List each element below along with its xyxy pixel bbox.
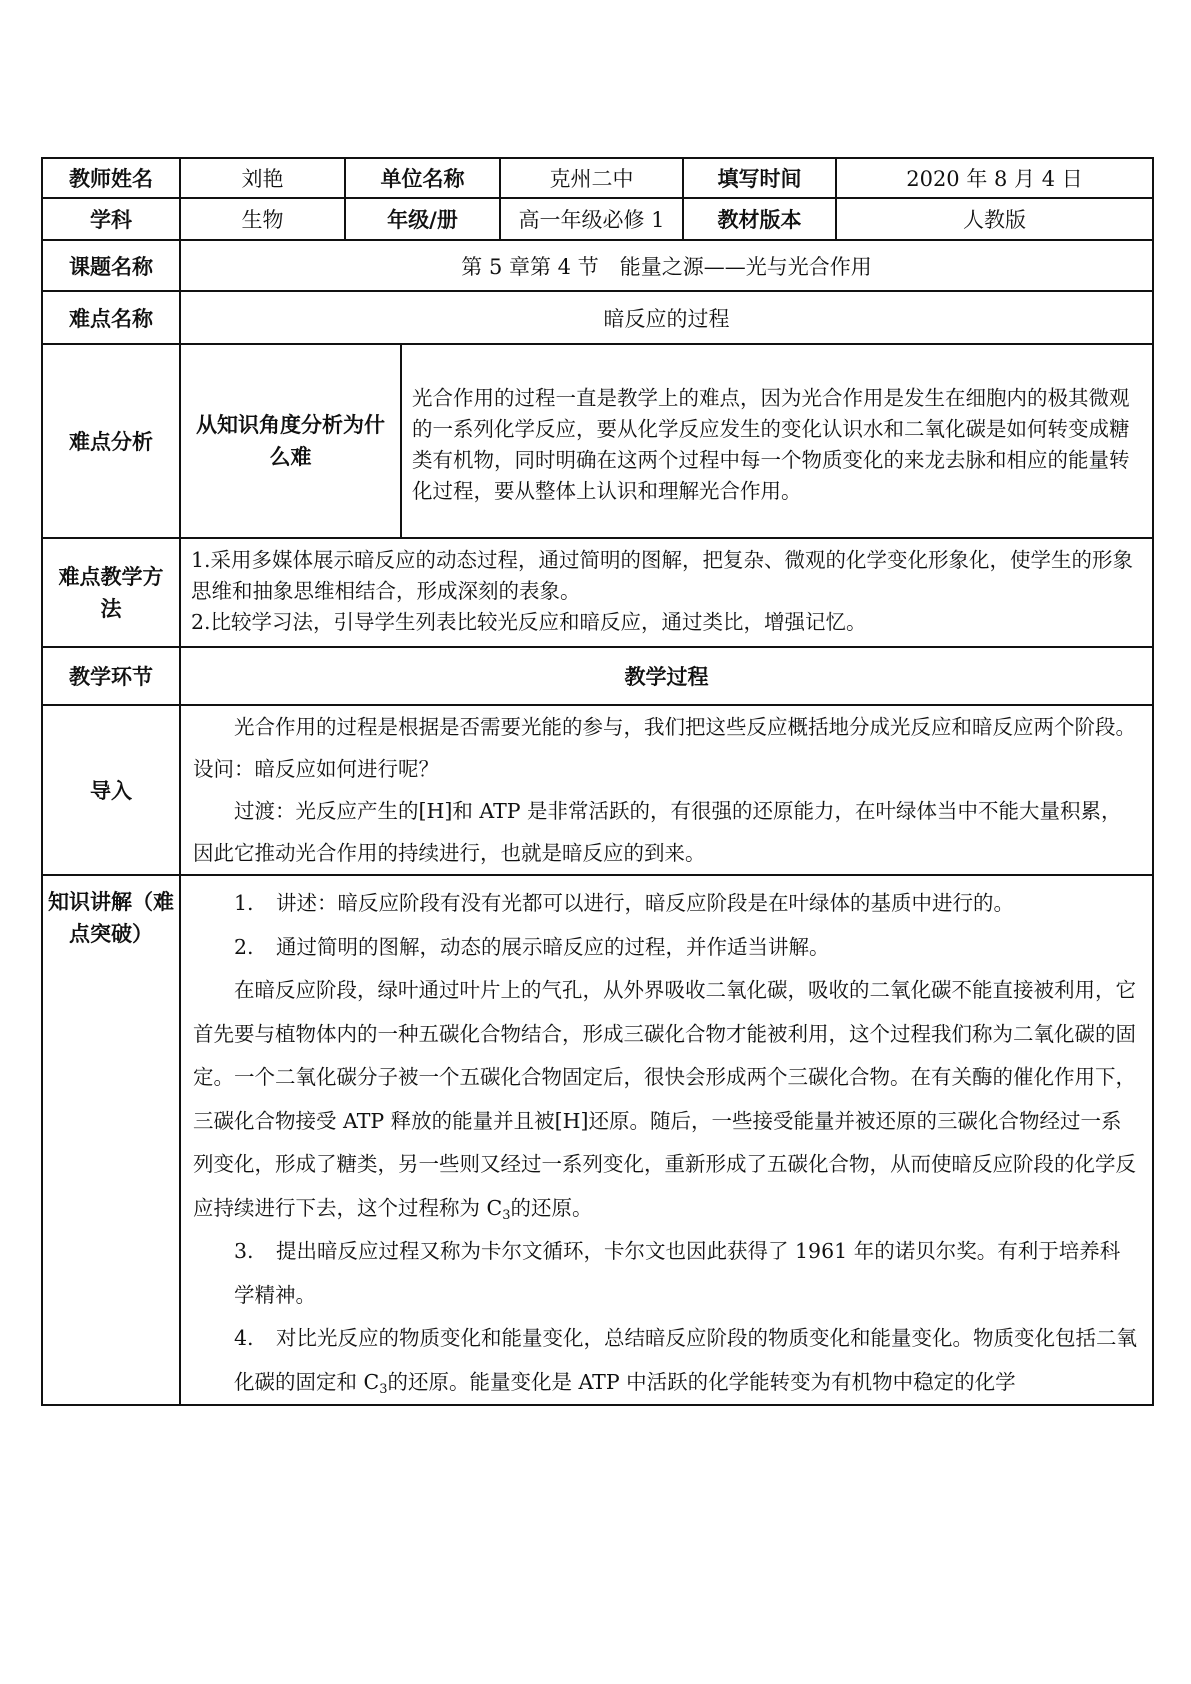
topic-label: 课题名称 <box>42 240 180 291</box>
knowledge-item-1-number: 1. <box>234 891 254 915</box>
fill-date-label: 填写时间 <box>683 158 836 198</box>
method-row <box>42 538 1153 647</box>
difficulty-label: 难点名称 <box>42 291 180 344</box>
knowledge-main-text: 在暗反应阶段，绿叶通过叶片上的气孔，从外界吸收二氧化碳，吸收的二氧化碳不能直接被利用，它首先要与植物体内的一种五碳化合物结合，形成三碳化合物才能被利用，这个过程我们称为二氧化碳的固定。一个二氧化碳分子被一个五碳化合物固定后，很快会形成两个三碳化合物。在有关酶的催化作用下，三碳化合物接受 ATP 释放的能量并且被[H]还原。随后，一些接受能量并被还原的三碳化合物经过一系列变化，形成了糖类，另一些则又经过一系列变化，重新形成了五碳化合物，从而使暗反应阶段的化学反应持续进行下去，这个过程称为 C <box>193 978 1136 1220</box>
analysis-row <box>42 344 1153 538</box>
fill-date-value: 2020 年 8 月 4 日 <box>836 158 1153 198</box>
teacher-name-label: 教师姓名 <box>42 158 180 198</box>
knowledge-main-text-end: 的还原。 <box>510 1195 593 1220</box>
difficulty-value: 暗反应的过程 <box>180 291 1153 344</box>
edition-value: 人教版 <box>836 198 1153 240</box>
intro-paragraph-1: 光合作用的过程是根据是否需要光能的参与，我们把这些反应概括地分成光反应和暗反应两个阶段。设问：暗反应如何进行呢？ <box>193 715 1136 781</box>
subject-label: 学科 <box>42 198 180 240</box>
analysis-sub-label: 从知识角度分析为什么难 <box>181 345 402 537</box>
c3-subscript: 3 <box>502 1207 511 1223</box>
grade-label: 年级/册 <box>345 198 500 240</box>
intro-row <box>42 705 1153 875</box>
knowledge-item-4-text-a: 对比光反应的物质变化和能量变化，总结暗反应阶段的物质变化和能量变化。物质变化包括二氧化碳的固定和 C <box>234 1326 1137 1394</box>
grade-value: 高一年级必修 1 <box>500 198 683 240</box>
knowledge-item-4-text-b: 的还原。能量变化是 ATP 中活跃的化学能转变为有机物中稳定的化学 <box>387 1369 1016 1394</box>
knowledge-item-3-text: 提出暗反应过程又称为卡尔文循环，卡尔文也因此获得了 1961 年的诺贝尔奖。有利于培养科学精神。 <box>234 1239 1121 1307</box>
knowledge-item-2 <box>193 926 1140 970</box>
subject-value: 生物 <box>180 198 345 240</box>
knowledge-main-paragraph <box>193 969 1140 1230</box>
analysis-text: 光合作用的过程一直是教学上的难点，因为光合作用是发生在细胞内的极其微观的一系列化学反应，要从化学反应发生的变化认识水和二氧化碳是如何转变成糖类有机物，同时明确在这两个过程中每一个物质变化的来龙去脉和相应的能量转化过程，要从整体上认识和理解光合作用。 <box>412 386 1130 503</box>
difficulty-row <box>42 291 1153 344</box>
unit-name-label: 单位名称 <box>345 158 500 198</box>
lesson-plan-table <box>41 157 1154 1406</box>
method-item-1: 1.采用多媒体展示暗反应的动态过程，通过简明的图解，把复杂、微观的化学变化形象化，使学生的形象思维和抽象思维相结合，形成深刻的表象。 <box>191 548 1134 603</box>
analysis-content <box>180 344 1153 538</box>
info-row-2 <box>42 198 1153 240</box>
knowledge-label: 知识讲解（难点突破） <box>42 875 180 1405</box>
intro-content <box>180 705 1153 875</box>
process-header-row <box>42 647 1153 705</box>
knowledge-row <box>42 875 1153 1405</box>
knowledge-content <box>180 875 1153 1405</box>
info-row-1 <box>42 158 1153 198</box>
knowledge-item-2-number: 2. <box>234 934 254 959</box>
analysis-label: 难点分析 <box>42 344 180 538</box>
c3-subscript-2: 3 <box>379 1381 388 1397</box>
process-stage-label: 教学环节 <box>42 647 180 705</box>
edition-label: 教材版本 <box>683 198 836 240</box>
knowledge-item-1-text: 讲述：暗反应阶段有没有光都可以进行，暗反应阶段是在叶绿体的基质中进行的。 <box>276 891 1014 915</box>
knowledge-item-4 <box>193 1317 1140 1404</box>
teacher-name-value: 刘艳 <box>180 158 345 198</box>
knowledge-item-3-number: 3. <box>234 1239 254 1263</box>
knowledge-item-1 <box>193 882 1140 926</box>
method-label: 难点教学方法 <box>42 538 180 647</box>
intro-label: 导入 <box>42 705 180 875</box>
method-content <box>180 538 1153 647</box>
knowledge-item-2-text: 通过简明的图解，动态的展示暗反应的过程，并作适当讲解。 <box>276 934 830 959</box>
intro-paragraph-2: 过渡：光反应产生的[H]和 ATP 是非常活跃的，有很强的还原能力，在叶绿体当中不能大量积累，因此它推动光合作用的持续进行，也就是暗反应的到来。 <box>193 799 1122 865</box>
unit-name-value: 克州二中 <box>500 158 683 198</box>
topic-row <box>42 240 1153 291</box>
process-title: 教学过程 <box>180 647 1153 705</box>
topic-value: 第 5 章第 4 节 能量之源——光与光合作用 <box>180 240 1153 291</box>
knowledge-item-4-number: 4. <box>234 1326 254 1350</box>
knowledge-item-3 <box>193 1230 1140 1317</box>
lesson-plan-sheet <box>41 157 1152 1406</box>
method-item-2: 2.比较学习法，引导学生列表比较光反应和暗反应，通过类比，增强记忆。 <box>191 610 867 634</box>
